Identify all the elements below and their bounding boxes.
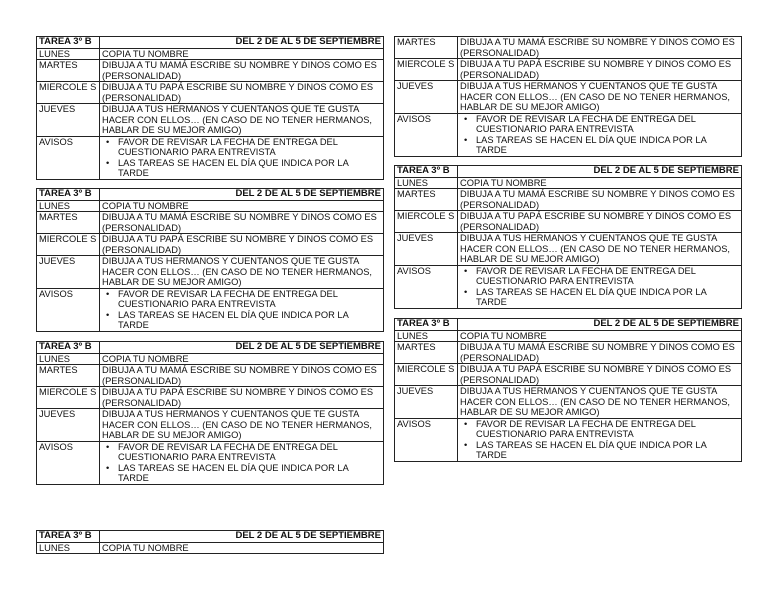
date-range: DEL 2 DE AL 5 DE SEPTIEMBRE xyxy=(100,37,384,49)
day-label-jueves: JUEVES xyxy=(395,81,458,114)
table-header-row xyxy=(395,319,742,331)
homework-table-left-4 xyxy=(36,530,384,554)
avisos-list xyxy=(460,114,739,156)
day-label-miercoles: MIERCOLE S xyxy=(37,234,100,256)
table-row xyxy=(37,409,384,442)
table-title: TAREA 3º B xyxy=(37,342,100,354)
aviso-item: • FAVOR DE REVISAR LA FECHA DE ENTREGA DEL CUESTIONARIO PARA ENTREVISTA xyxy=(476,114,739,135)
table-header-row xyxy=(395,166,742,178)
table-title: TAREA 3º B xyxy=(37,189,100,201)
table-header-row xyxy=(37,531,384,543)
homework-table-left-3 xyxy=(36,341,384,485)
day-label-avisos: AVISOS xyxy=(37,136,100,179)
aviso-item: • LAS TAREAS SE HACEN EL DÍA QUE INDICA POR LA TARDE xyxy=(118,158,381,179)
day-label-miercoles: MIERCOLE S xyxy=(395,211,458,233)
avisos-cell xyxy=(100,441,384,484)
table-row xyxy=(395,37,742,59)
task-jueves: DIBUJA A TUS HERMANOS Y CUENTANOS QUE TE GUSTA HACER CON ELLOS… (EN CASO DE NO TENER HERMANOS, HABLAR DE SU MEJOR AMIGO) xyxy=(100,409,384,442)
avisos-cell xyxy=(458,113,742,156)
day-label-avisos: AVISOS xyxy=(37,441,100,484)
table-row xyxy=(37,353,384,365)
day-label-jueves: JUEVES xyxy=(37,256,100,289)
aviso-item: • LAS TAREAS SE HACEN EL DÍA QUE INDICA POR LA TARDE xyxy=(476,135,739,156)
table-header-row xyxy=(37,37,384,49)
avisos-list xyxy=(102,442,381,484)
homework-table-right-2 xyxy=(394,165,742,309)
table-row xyxy=(37,387,384,409)
table-row xyxy=(37,288,384,331)
task-lunes: COPIA TU NOMBRE xyxy=(100,48,384,60)
table-title: TAREA 3º B xyxy=(395,319,458,331)
task-miercoles: DIBUJA A TU PAPÁ ESCRIBE SU NOMBRE Y DINOS COMO ES (PERSONALIDAD) xyxy=(458,211,742,233)
aviso-item: • LAS TAREAS SE HACEN EL DÍA QUE INDICA POR LA TARDE xyxy=(476,287,739,308)
task-lunes: COPIA TU NOMBRE xyxy=(100,542,384,554)
task-miercoles: DIBUJA A TU PAPÁ ESCRIBE SU NOMBRE Y DINOS COMO ES (PERSONALIDAD) xyxy=(458,364,742,386)
task-miercoles: DIBUJA A TU PAPÁ ESCRIBE SU NOMBRE Y DINOS COMO ES (PERSONALIDAD) xyxy=(100,387,384,409)
avisos-cell xyxy=(458,418,742,461)
day-label-miercoles: MIERCOLE S xyxy=(37,387,100,409)
aviso-item: • FAVOR DE REVISAR LA FECHA DE ENTREGA DEL CUESTIONARIO PARA ENTREVISTA xyxy=(476,266,739,287)
table-row xyxy=(395,189,742,211)
task-martes: DIBUJA A TU MAMÁ ESCRIBE SU NOMBRE Y DINOS COMO ES (PERSONALIDAD) xyxy=(100,60,384,82)
table-row xyxy=(395,233,742,266)
task-martes: DIBUJA A TU MAMÁ ESCRIBE SU NOMBRE Y DINOS COMO ES (PERSONALIDAD) xyxy=(100,212,384,234)
date-range: DEL 2 DE AL 5 DE SEPTIEMBRE xyxy=(100,189,384,201)
task-martes: DIBUJA A TU MAMÁ ESCRIBE SU NOMBRE Y DINOS COMO ES (PERSONALIDAD) xyxy=(458,342,742,364)
date-range: DEL 2 DE AL 5 DE SEPTIEMBRE xyxy=(458,319,742,331)
homework-table-left-2 xyxy=(36,188,384,332)
table-row xyxy=(395,364,742,386)
day-label-jueves: JUEVES xyxy=(395,386,458,419)
task-jueves: DIBUJA A TUS HERMANOS Y CUENTANOS QUE TE GUSTA HACER CON ELLOS… (EN CASO DE NO TENER HERMANOS, HABLAR DE SU MEJOR AMIGO) xyxy=(458,81,742,114)
table-row xyxy=(395,386,742,419)
day-label-miercoles: MIERCOLE S xyxy=(395,364,458,386)
aviso-item: • FAVOR DE REVISAR LA FECHA DE ENTREGA DEL CUESTIONARIO PARA ENTREVISTA xyxy=(476,419,739,440)
day-label-martes: MARTES xyxy=(37,212,100,234)
aviso-item: • LAS TAREAS SE HACEN EL DÍA QUE INDICA POR LA TARDE xyxy=(118,463,381,484)
date-range: DEL 2 DE AL 5 DE SEPTIEMBRE xyxy=(100,342,384,354)
table-row xyxy=(395,418,742,461)
avisos-list xyxy=(102,289,381,331)
table-row xyxy=(37,365,384,387)
avisos-cell xyxy=(100,288,384,331)
table-title: TAREA 3º B xyxy=(37,37,100,49)
day-label-martes: MARTES xyxy=(395,342,458,364)
table-row xyxy=(395,113,742,156)
table-title: TAREA 3º B xyxy=(37,531,100,543)
table-row xyxy=(395,211,742,233)
avisos-list xyxy=(102,137,381,179)
task-martes: DIBUJA A TU MAMÁ ESCRIBE SU NOMBRE Y DINOS COMO ES (PERSONALIDAD) xyxy=(100,365,384,387)
day-label-martes: MARTES xyxy=(37,365,100,387)
table-row xyxy=(37,542,384,554)
avisos-list xyxy=(460,266,739,308)
day-label-avisos: AVISOS xyxy=(395,265,458,308)
day-label-avisos: AVISOS xyxy=(37,288,100,331)
table-row xyxy=(37,60,384,82)
day-label-lunes: LUNES xyxy=(37,48,100,60)
avisos-list xyxy=(460,419,739,461)
day-label-martes: MARTES xyxy=(37,60,100,82)
table-row xyxy=(37,136,384,179)
table-row xyxy=(395,265,742,308)
task-martes: DIBUJA A TU MAMÁ ESCRIBE SU NOMBRE Y DINOS COMO ES (PERSONALIDAD) xyxy=(458,37,742,59)
table-row xyxy=(37,441,384,484)
task-lunes: COPIA TU NOMBRE xyxy=(458,330,742,342)
task-jueves: DIBUJA A TUS HERMANOS Y CUENTANOS QUE TE GUSTA HACER CON ELLOS… (EN CASO DE NO TENER HERMANOS, HABLAR DE SU MEJOR AMIGO) xyxy=(458,233,742,266)
day-label-lunes: LUNES xyxy=(37,542,100,554)
aviso-item: • FAVOR DE REVISAR LA FECHA DE ENTREGA DEL CUESTIONARIO PARA ENTREVISTA xyxy=(118,289,381,310)
avisos-cell xyxy=(458,265,742,308)
table-row xyxy=(395,81,742,114)
homework-table-left-1 xyxy=(36,36,384,180)
aviso-item: • LAS TAREAS SE HACEN EL DÍA QUE INDICA POR LA TARDE xyxy=(476,440,739,461)
day-label-lunes: LUNES xyxy=(395,177,458,189)
table-row xyxy=(37,234,384,256)
task-miercoles: DIBUJA A TU PAPÁ ESCRIBE SU NOMBRE Y DINOS COMO ES (PERSONALIDAD) xyxy=(100,82,384,104)
table-row xyxy=(395,330,742,342)
avisos-cell xyxy=(100,136,384,179)
day-label-lunes: LUNES xyxy=(37,353,100,365)
task-jueves: DIBUJA A TUS HERMANOS Y CUENTANOS QUE TE GUSTA HACER CON ELLOS… (EN CASO DE NO TENER HERMANOS, HABLAR DE SU MEJOR AMIGO) xyxy=(458,386,742,419)
homework-table-right-3 xyxy=(394,318,742,462)
date-range: DEL 2 DE AL 5 DE SEPTIEMBRE xyxy=(100,531,384,543)
table-row xyxy=(395,177,742,189)
day-label-lunes: LUNES xyxy=(395,330,458,342)
task-lunes: COPIA TU NOMBRE xyxy=(100,200,384,212)
table-row xyxy=(395,342,742,364)
aviso-item: • LAS TAREAS SE HACEN EL DÍA QUE INDICA POR LA TARDE xyxy=(118,310,381,331)
table-row xyxy=(395,59,742,81)
table-row xyxy=(37,212,384,234)
aviso-item: • FAVOR DE REVISAR LA FECHA DE ENTREGA DEL CUESTIONARIO PARA ENTREVISTA xyxy=(118,442,381,463)
day-label-jueves: JUEVES xyxy=(37,409,100,442)
day-label-avisos: AVISOS xyxy=(395,113,458,156)
task-miercoles: DIBUJA A TU PAPÁ ESCRIBE SU NOMBRE Y DINOS COMO ES (PERSONALIDAD) xyxy=(100,234,384,256)
table-header-row xyxy=(37,342,384,354)
homework-table-right-1 xyxy=(394,36,742,157)
task-jueves: DIBUJA A TUS HERMANOS Y CUENTANOS QUE TE GUSTA HACER CON ELLOS… (EN CASO DE NO TENER HERMANOS, HABLAR DE SU MEJOR AMIGO) xyxy=(100,256,384,289)
date-range: DEL 2 DE AL 5 DE SEPTIEMBRE xyxy=(458,166,742,178)
table-row xyxy=(37,200,384,212)
task-martes: DIBUJA A TU MAMÁ ESCRIBE SU NOMBRE Y DINOS COMO ES (PERSONALIDAD) xyxy=(458,189,742,211)
day-label-jueves: JUEVES xyxy=(395,233,458,266)
day-label-martes: MARTES xyxy=(395,189,458,211)
day-label-jueves: JUEVES xyxy=(37,104,100,137)
day-label-miercoles: MIERCOLE S xyxy=(395,59,458,81)
task-lunes: COPIA TU NOMBRE xyxy=(100,353,384,365)
table-header-row xyxy=(37,189,384,201)
day-label-miercoles: MIERCOLE S xyxy=(37,82,100,104)
task-lunes: COPIA TU NOMBRE xyxy=(458,177,742,189)
day-label-avisos: AVISOS xyxy=(395,418,458,461)
aviso-item: • FAVOR DE REVISAR LA FECHA DE ENTREGA DEL CUESTIONARIO PARA ENTREVISTA xyxy=(118,137,381,158)
table-row xyxy=(37,256,384,289)
table-row xyxy=(37,104,384,137)
day-label-martes: MARTES xyxy=(395,37,458,59)
day-label-lunes: LUNES xyxy=(37,200,100,212)
task-miercoles: DIBUJA A TU PAPÁ ESCRIBE SU NOMBRE Y DINOS COMO ES (PERSONALIDAD) xyxy=(458,59,742,81)
table-title: TAREA 3º B xyxy=(395,166,458,178)
task-jueves: DIBUJA A TUS HERMANOS Y CUENTANOS QUE TE GUSTA HACER CON ELLOS… (EN CASO DE NO TENER HERMANOS, HABLAR DE SU MEJOR AMIGO) xyxy=(100,104,384,137)
table-row xyxy=(37,82,384,104)
table-row xyxy=(37,48,384,60)
